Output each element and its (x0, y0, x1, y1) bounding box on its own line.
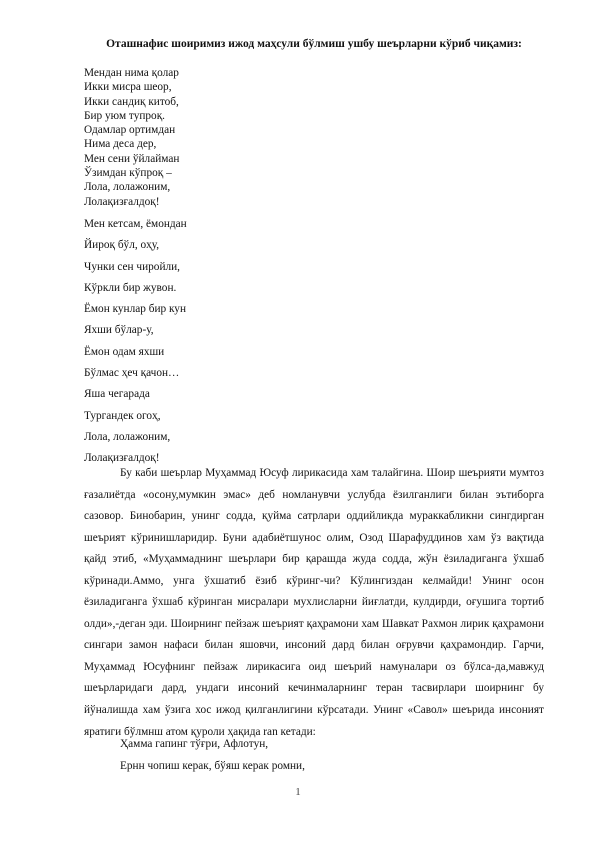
poem-line: Мен сени ўйлайман (84, 152, 180, 165)
poem-line: Бўлмас ҳеч қачон… (84, 367, 180, 380)
poem-line: Тургандек огоҳ, (84, 409, 161, 422)
quote-line: Ҳамма гапинг тўғри, Афлотун, (120, 738, 269, 750)
poem-line: Лолақизғалдоқ! (84, 195, 160, 208)
poem-line: Ёмон одам яхши (84, 345, 165, 358)
poem-line: Яхши бўлар-у, (84, 324, 154, 337)
poem-line: Икки сандиқ китоб, (84, 95, 179, 108)
poem-line: Икки мисра шеор, (84, 81, 172, 94)
poem-line: Кўркли бир жувон. (84, 281, 177, 294)
poem-line: Мендан нима қолар (84, 67, 179, 79)
poem-line: Бир уюм тупроқ. (84, 109, 166, 122)
poem-line: Йироқ бўл, оҳу, (84, 239, 160, 252)
poem-line: Мен кетсам, ёмондан (84, 218, 187, 230)
body-paragraph (84, 463, 544, 743)
poem-line: Ёмон кунлар бир кун (84, 303, 187, 316)
poem-line: Лола, лолажоним, (84, 181, 171, 194)
poem-line: Нима деса дер, (84, 138, 157, 151)
poem-line: Ўзимдан кўпроқ – (84, 167, 172, 180)
poem-line: Одамлар ортимдан (84, 124, 176, 137)
poem-line: Яша чегарада (84, 388, 150, 401)
page-number: 1 (295, 786, 301, 798)
poem-line: Чунки сен чиройли, (84, 260, 181, 273)
poem-first (84, 66, 179, 209)
poem-line: Лола, лолажоним, (84, 430, 171, 443)
section-heading: Оташнафис шоиримиз ижод маҳсули бўлмиш ушбу шеърларни кўриб чиқамиз: (106, 38, 522, 50)
poem-second (84, 214, 187, 470)
poem-line: Лолақизғалдоқ! (84, 452, 160, 465)
paragraph-text: Бу каби шеърлар Муҳаммад Юсуф лирикасида хам талайгина. Шоир шеърияти мумтоз ғазалиётда «осону,мумкин эмас» деб номланувчи услубда ёзилганлиги билан эътиборга сазовор. Бинобарин, унинг содда, қуйма сатрлари оддийликда мураккабликни сингдирган шеърият кўринишларидир. Буни адабиётшунос олим, Озод Шарафуддинов хам ўз вақтида қайд этиб, «Муҳаммаднинг шеърлари бир қарашда жуда содда, жўн ёзиладиганга ўхшаб кўринади.Аммо, унга ўхшатиб ёзиб кўринг-чи? Кўлингиздан келмайди! Унинг осон ёзиладиганга ўхшаб кўринган мисралари мухлисларни йиғлатди, кулдирди, оғушига тортиб олди»,-деган эди. Шоирнинг пейзаж шеърият қаҳрамони хам Шавкат Рахмон лирик қаҳрамони сингари замон нафаси билан яшовчи, инсоний дард билан оғрувчи қаҳрамондир. Гарчи, Муҳаммад Юсуфнинг пейзаж лирикасига оид шеърий намуналари оз бўлса-да,мавжуд шеърларидаги дард, ундаги инсоний кечинмаларнинг теран тасвирлари шоирнинг бу йўналишда хам ўзига хос ижод қилганлигини кўрсатади. Унинг «Савол» шеърида инсоният яратиги бўлмнш атом қуроли ҳақида ran кетади: (84, 467, 544, 738)
quote-line: Ернн чопиш керак, бўяш керак ромни, (120, 760, 305, 772)
